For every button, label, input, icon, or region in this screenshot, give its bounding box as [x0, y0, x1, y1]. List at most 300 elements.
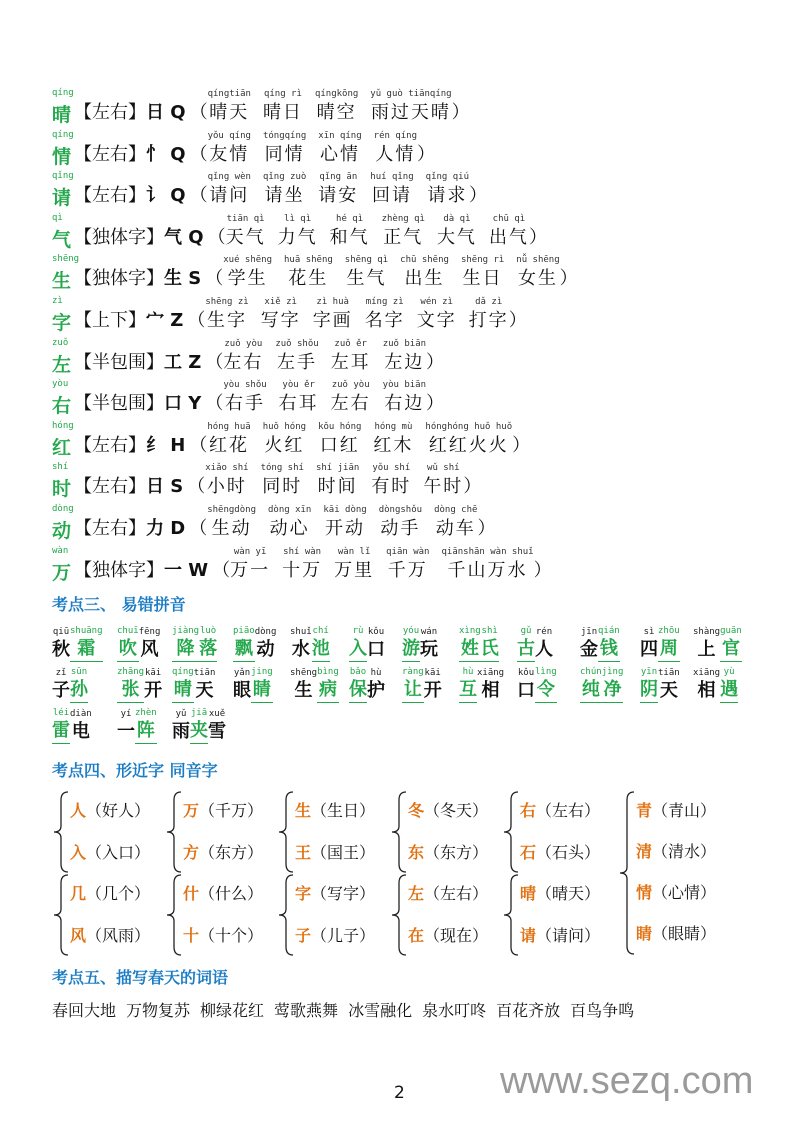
radical: 忄 — [146, 143, 164, 165]
pinyin-word — [172, 707, 226, 744]
word-text: 字画 — [312, 310, 353, 331]
word-text: 红花 — [209, 434, 250, 456]
phrase: 万物复苏 — [126, 1001, 191, 1020]
structure: 【左右】 — [74, 476, 146, 498]
word-text: 万一 — [230, 559, 271, 581]
char-row — [52, 460, 481, 500]
char-pinyin: yǔ — [175, 709, 187, 719]
pinyin-char — [117, 625, 139, 662]
spring-phrases — [52, 998, 644, 1021]
pinyin-char — [139, 626, 161, 662]
word-text: 友情 — [209, 143, 250, 165]
char-meta — [74, 100, 186, 126]
word — [373, 421, 413, 459]
structure: 【独体字】 — [74, 226, 164, 248]
close-paren: ） — [417, 143, 436, 165]
word — [469, 296, 509, 334]
word-text: 力气 — [277, 226, 318, 248]
char-pinyin: wàn — [52, 545, 69, 556]
word — [345, 254, 388, 292]
word-pinyin: wén zì — [420, 297, 453, 307]
word-text: 晴天 — [209, 102, 250, 123]
word-pinyin: chū qì — [492, 213, 526, 224]
word-pinyin: kāi dòng — [323, 505, 367, 515]
char: 相 — [481, 680, 500, 701]
pinyin-char — [517, 667, 535, 703]
pinyin-word — [693, 625, 742, 662]
char: 游 — [402, 637, 420, 662]
pinyin-word — [233, 625, 276, 662]
section5-title: 考点五、描写春天的词语 — [52, 968, 229, 987]
key-char: 入 — [70, 843, 87, 862]
word-pinyin: shí wàn — [283, 546, 322, 557]
char-pair — [520, 881, 600, 904]
char-pinyin: hù — [462, 667, 474, 677]
char-pair — [70, 798, 150, 821]
char-head — [52, 213, 74, 251]
structure: 【左右】 — [74, 143, 146, 165]
char: 张 — [117, 678, 144, 703]
char-meta — [74, 308, 183, 334]
pinyin-word — [349, 666, 385, 703]
word-text: 出生 — [404, 268, 445, 290]
word-text: 万里 — [334, 559, 375, 581]
word-pinyin: yǔ guò tiānqíng — [370, 89, 452, 99]
char-row — [52, 211, 547, 251]
char: 眼 — [233, 680, 251, 701]
word-pinyin: shēng zì — [205, 297, 249, 307]
word-pinyin: lì qì — [284, 213, 312, 224]
close-paren: ） — [559, 268, 578, 290]
word — [489, 213, 529, 251]
char: 字 — [52, 312, 72, 334]
char-pinyin: chún — [580, 667, 602, 677]
pinyin-char — [349, 625, 367, 662]
word-list — [187, 462, 481, 500]
word-pinyin: nǚ shēng — [516, 255, 560, 266]
char: 情 — [52, 145, 72, 168]
char-pinyin: dòng — [254, 627, 277, 637]
char-pinyin: zì — [52, 296, 63, 306]
open-paren: （ — [189, 185, 208, 207]
char: 雨 — [172, 721, 190, 742]
example: （现在） — [424, 926, 489, 945]
char: 让 — [402, 678, 424, 703]
char-meta — [74, 183, 186, 209]
char: 动 — [256, 639, 275, 660]
char: 古 — [517, 637, 535, 662]
char: 相 — [697, 680, 716, 701]
word-text: 有时 — [371, 476, 412, 498]
key-char: 什 — [183, 884, 200, 903]
word-pinyin: dòngshǒu — [378, 505, 423, 515]
pinyin-word — [52, 707, 92, 744]
char-pinyin: shēng — [290, 668, 318, 678]
pinyin-char — [312, 625, 330, 662]
char: 生 — [294, 680, 313, 701]
word-pinyin: qǐng qiú — [425, 172, 470, 183]
pinyin-word — [402, 666, 442, 703]
word — [207, 504, 256, 542]
brace-icon — [618, 790, 636, 956]
char-row — [52, 377, 444, 417]
key-char: 子 — [295, 926, 312, 945]
word — [263, 88, 303, 126]
char-meta — [74, 350, 201, 376]
char: 上 — [697, 639, 716, 660]
word — [331, 338, 371, 376]
word-text: 写字 — [260, 310, 301, 331]
char-pair — [183, 923, 263, 946]
char-pinyin: rù — [352, 626, 364, 636]
word-pinyin: qiānshān wàn shuǐ — [441, 546, 534, 557]
char: 生 — [52, 270, 72, 293]
char: 电 — [71, 721, 90, 742]
char-pinyin: guān — [720, 626, 742, 636]
pinyin-char — [640, 666, 658, 703]
char-pinyin: sūn — [70, 667, 88, 677]
char-pair — [183, 840, 263, 863]
char-meta — [74, 391, 201, 417]
word-list — [190, 88, 470, 126]
char: 天 — [659, 680, 678, 701]
word-list — [187, 296, 526, 334]
initial-letter: Y — [182, 393, 202, 415]
word-pinyin: dà qì — [443, 213, 471, 224]
phrase: 柳绿花红 — [200, 1001, 265, 1020]
char-pinyin: sì — [643, 627, 655, 637]
pinyin-char — [194, 667, 216, 703]
pinyin-char — [402, 625, 420, 662]
structure: 【左右】 — [74, 185, 146, 207]
structure: 【独体字】 — [74, 268, 164, 290]
pinyin-word — [52, 666, 88, 703]
word-pinyin: zhèng qì — [381, 213, 425, 224]
word-pinyin: hóng huā — [207, 421, 251, 432]
char-pinyin: yù — [723, 667, 735, 677]
pinyin-char — [658, 625, 680, 662]
char-pair — [636, 880, 716, 903]
phrase: 莺歌燕舞 — [274, 1001, 339, 1020]
example: （石头） — [536, 843, 601, 862]
pinyin-word — [640, 666, 680, 703]
word-pinyin: qíngtiān — [207, 89, 251, 99]
char-pinyin: tiān — [193, 668, 216, 678]
char-head — [52, 504, 74, 542]
char-head — [52, 88, 74, 126]
pinyin-char — [720, 666, 738, 703]
word-pinyin: zuǒ ěr — [334, 338, 367, 349]
initial-letter: W — [182, 559, 209, 581]
word-text: 动心 — [269, 518, 310, 539]
open-paren: （ — [205, 393, 224, 415]
char: 口 — [367, 639, 385, 660]
pinyin-char — [117, 666, 144, 703]
structure: 【左右】 — [74, 102, 146, 123]
char: 吹 — [117, 637, 139, 662]
char-pinyin: chí — [312, 626, 329, 636]
char-pair — [520, 840, 600, 863]
radical: 力 — [146, 518, 164, 539]
word-pinyin: xiǎo shí — [205, 463, 249, 474]
close-paren: ） — [477, 518, 496, 539]
pinyin-word — [117, 666, 162, 703]
word — [205, 296, 248, 334]
char-row — [52, 336, 444, 376]
section4-title: 考点四、形近字 同音字 — [52, 761, 218, 780]
initial-letter: Q — [164, 102, 186, 123]
word-pinyin: dòng chē — [434, 505, 478, 515]
close-paren: ） — [469, 185, 488, 207]
radical: 日 — [146, 476, 164, 498]
char-pinyin: xiāng — [477, 668, 505, 678]
word — [208, 88, 251, 126]
char: 池 — [312, 637, 330, 662]
radical: 气 — [164, 226, 182, 248]
word — [323, 504, 366, 542]
char: 开 — [423, 680, 442, 701]
word-pinyin: qíngkōng — [314, 89, 359, 99]
close-paren: ） — [426, 351, 445, 373]
char: 风 — [140, 639, 159, 660]
word-pinyin: míng zì — [365, 297, 404, 307]
word-text: 左手 — [277, 351, 317, 373]
word-text: 口红 — [319, 434, 360, 456]
structure: 【左右】 — [74, 518, 146, 539]
pinyin-word — [172, 625, 217, 662]
char-pinyin: zuǒ — [52, 337, 69, 348]
word-pinyin: tiān qì — [226, 213, 265, 224]
char: 动 — [52, 520, 72, 542]
char-pinyin: qíng — [172, 667, 194, 677]
char: 互 — [459, 678, 477, 703]
char: 阵 — [135, 719, 157, 744]
char: 护 — [367, 680, 385, 701]
char: 入 — [349, 637, 367, 662]
char: 姓 — [459, 637, 481, 662]
word-text: 生日 — [462, 268, 503, 290]
key-char: 请 — [520, 926, 537, 945]
word-pinyin: xīn qíng — [318, 130, 362, 141]
word-text: 晴日 — [262, 102, 303, 123]
word-list — [212, 546, 551, 584]
open-paren: （ — [207, 226, 226, 248]
char-pinyin: rén — [535, 627, 553, 637]
radical: 日 — [146, 102, 164, 123]
word — [223, 379, 266, 417]
brace-icon — [52, 873, 70, 957]
word-pinyin: shēngdòng — [207, 505, 256, 515]
example: （眼睛） — [652, 924, 717, 943]
word-text: 左耳 — [330, 351, 371, 373]
radical: 宀 — [146, 310, 164, 331]
char-meta — [74, 433, 185, 459]
word — [400, 254, 449, 292]
pinyin-word — [349, 625, 385, 662]
pinyin-word — [459, 625, 499, 662]
char-head — [52, 338, 74, 376]
open-paren: （ — [212, 559, 231, 581]
char: 晴 — [172, 678, 194, 703]
word-text: 出气 — [488, 226, 529, 248]
pinyin-char — [402, 666, 424, 703]
word-text: 生字 — [207, 310, 247, 331]
char: 夹 — [190, 719, 208, 744]
pinyin-char — [52, 626, 70, 662]
word — [261, 296, 301, 334]
open-paren: （ — [189, 518, 208, 539]
char-pinyin: ràng — [402, 667, 424, 677]
example: （清水） — [652, 842, 717, 861]
word-text: 右手 — [224, 393, 265, 415]
pinyin-char — [420, 626, 438, 662]
pinyin-char — [52, 707, 70, 744]
word — [279, 379, 319, 417]
pinyin-char — [517, 625, 535, 662]
example: （冬天） — [424, 801, 489, 820]
char: 开 — [144, 680, 163, 701]
word-text: 十万 — [282, 559, 323, 581]
key-char: 万 — [183, 801, 200, 820]
word — [379, 504, 422, 542]
char-pinyin: shàng — [693, 627, 721, 637]
pinyin-word — [580, 625, 620, 662]
example: （十个） — [199, 926, 264, 945]
word-pinyin: qiān wàn — [386, 546, 430, 557]
char: 氏 — [481, 637, 499, 662]
word-text: 生气 — [346, 268, 387, 290]
word-pinyin: kǒu hóng — [318, 421, 362, 432]
example: （左右） — [424, 884, 489, 903]
char-pinyin: chuī — [117, 626, 139, 636]
word-pinyin: dǎ zì — [475, 297, 503, 307]
key-char: 晴 — [520, 884, 537, 903]
initial-letter: D — [164, 518, 186, 539]
open-paren: （ — [205, 268, 224, 290]
word — [426, 171, 469, 209]
char: 左 — [52, 353, 72, 376]
char-pinyin: kāi — [144, 668, 162, 678]
key-char: 字 — [295, 884, 312, 903]
word-text: 心情 — [319, 143, 360, 165]
char: 人 — [535, 639, 553, 660]
structure: 【上下】 — [74, 310, 146, 331]
char-pinyin: kǒu — [517, 668, 535, 678]
char-pinyin: qì — [52, 212, 63, 223]
pinyin-word — [52, 625, 103, 662]
initial-letter: H — [164, 434, 186, 456]
word-text: 生动 — [211, 518, 252, 539]
char: 秋 — [52, 639, 70, 660]
word-pinyin: yòu shǒu — [223, 380, 267, 391]
pinyin-char — [459, 666, 477, 703]
word — [230, 546, 270, 584]
word-text: 雨过天晴 — [370, 102, 451, 123]
word-list — [189, 421, 530, 459]
pinyin-word — [402, 625, 438, 662]
pinyin-word — [640, 625, 680, 662]
word — [208, 171, 251, 209]
key-char: 生 — [295, 801, 312, 820]
pinyin-word — [290, 625, 330, 662]
pinyin-char — [640, 626, 658, 662]
key-char: 十 — [183, 926, 200, 945]
word-text: 开动 — [325, 518, 366, 539]
pinyin-char — [172, 666, 194, 703]
word-pinyin: zuǒ yòu — [331, 380, 370, 391]
pinyin-char — [208, 708, 226, 744]
char-pinyin: diàn — [70, 709, 92, 719]
word-pinyin: tóngqíng — [262, 130, 307, 141]
initial-letter: Z — [182, 351, 202, 373]
word-text: 红红火火 — [428, 434, 509, 456]
char-pinyin: shēng — [52, 254, 80, 265]
pinyin-char — [580, 666, 602, 703]
key-char: 方 — [183, 843, 200, 862]
word-text: 文字 — [416, 310, 457, 331]
word-text: 红木 — [373, 434, 414, 456]
char: 晴 — [52, 104, 72, 126]
pinyin-char — [535, 666, 557, 703]
pinyin-word — [172, 666, 215, 703]
radical: 口 — [164, 393, 182, 415]
phrase: 冰雪融化 — [348, 1001, 413, 1020]
char: 降 — [172, 637, 199, 662]
section3-title: 考点三、 易错拼音 — [52, 595, 186, 614]
close-paren: ） — [512, 434, 531, 456]
word-pinyin: rén qíng — [373, 130, 418, 141]
brace-icon — [390, 873, 408, 957]
word-text: 人情 — [375, 143, 416, 165]
char-pinyin: tiān — [658, 668, 680, 678]
word-text: 天气 — [225, 226, 266, 248]
char: 钱 — [598, 637, 620, 662]
key-char: 东 — [408, 843, 425, 862]
watermark: www.sezq.com — [500, 1060, 754, 1102]
char-pinyin: qíng — [52, 88, 74, 98]
pinyin-char — [144, 667, 162, 703]
pinyin-char — [317, 666, 339, 703]
pinyin-char — [290, 667, 317, 703]
open-paren: （ — [189, 143, 208, 165]
word — [441, 546, 533, 584]
char-pinyin: wán — [420, 627, 438, 637]
pinyin-char — [602, 666, 624, 703]
char-pinyin: zhèn — [135, 708, 157, 718]
word-pinyin: tóng shí — [260, 463, 304, 474]
char: 令 — [535, 678, 557, 703]
example: （东方） — [424, 843, 489, 862]
key-char: 在 — [408, 926, 425, 945]
char-pinyin: kǒu — [367, 627, 385, 637]
pinyin-char — [481, 625, 499, 662]
word-text: 动车 — [435, 518, 476, 539]
word-pinyin: qíng rì — [263, 89, 302, 99]
char: 红 — [52, 436, 72, 459]
word-pinyin: hónghóng huǒ huǒ — [425, 421, 513, 432]
example: （生日） — [311, 801, 376, 820]
phrase: 百鸟争鸣 — [570, 1001, 635, 1020]
char-pair — [636, 798, 716, 821]
char: 遇 — [720, 678, 738, 703]
close-paren: ） — [508, 310, 527, 331]
char-pinyin: luò — [199, 626, 217, 636]
word-pinyin: huā shēng — [284, 255, 333, 266]
brace-icon — [277, 873, 295, 957]
char-row — [52, 419, 530, 459]
word — [268, 504, 311, 542]
char-row — [52, 502, 495, 542]
